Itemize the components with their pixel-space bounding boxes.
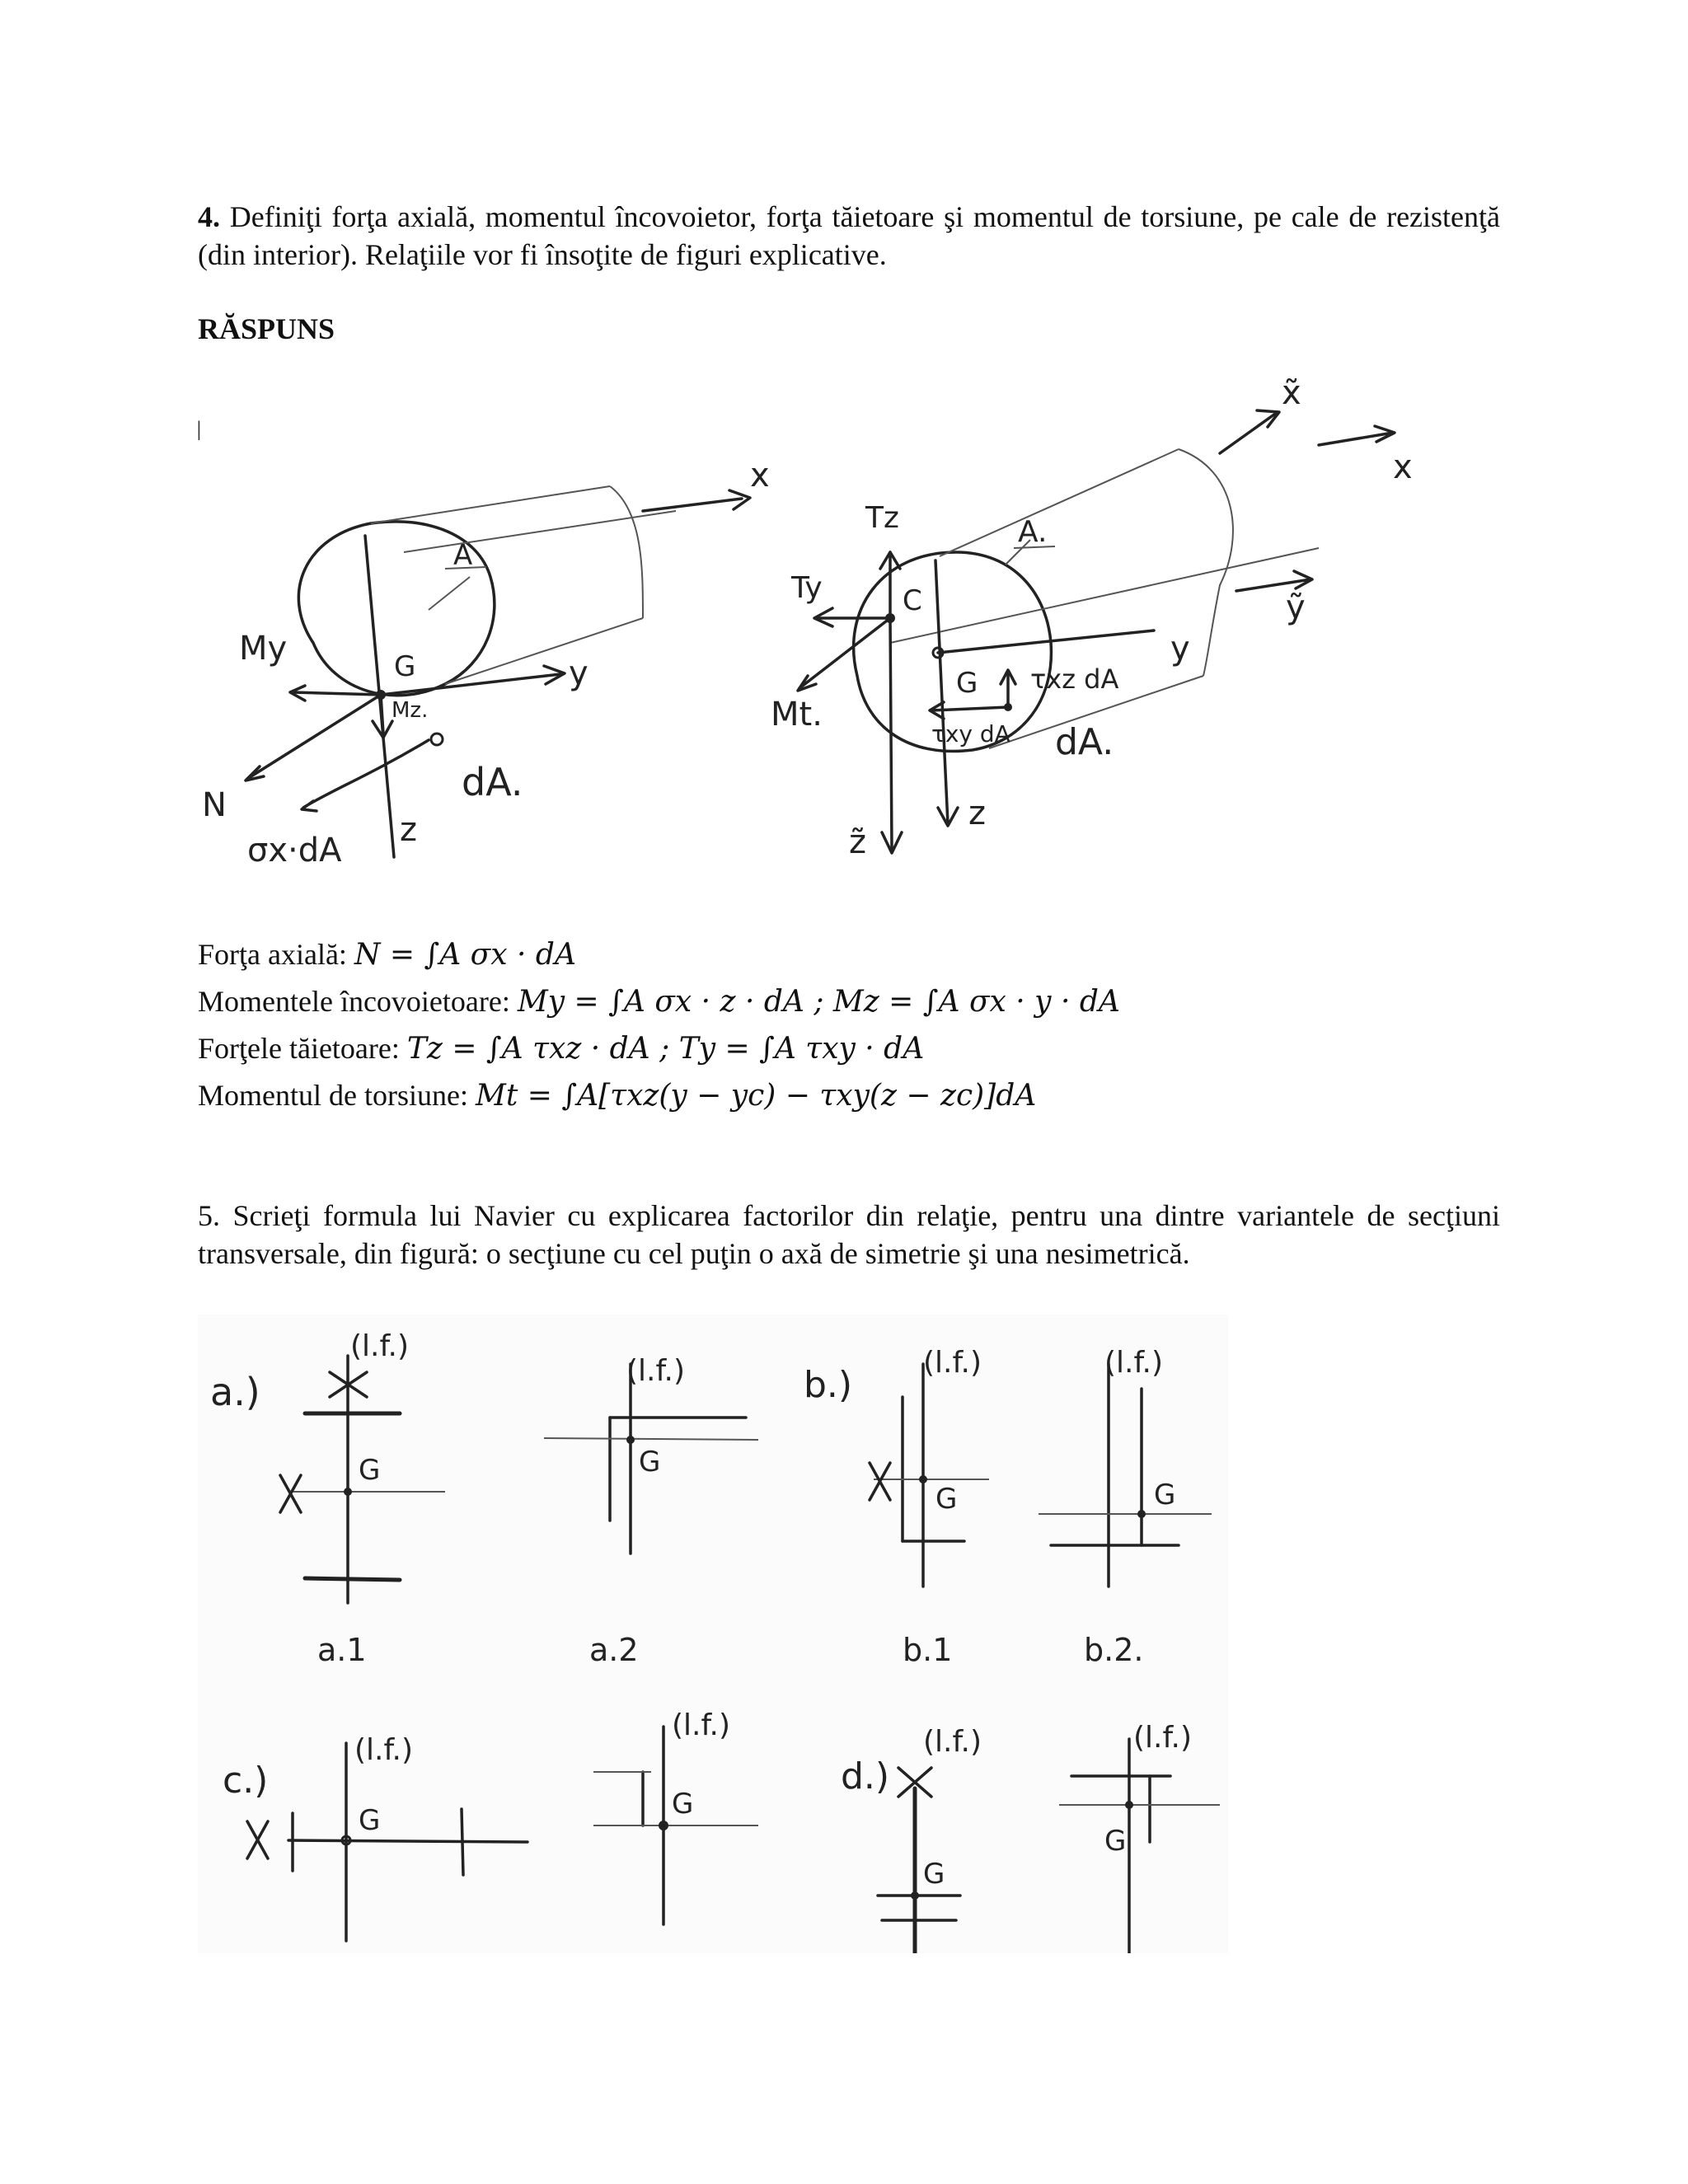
left-label-dA: dA. xyxy=(462,760,523,804)
lf-label: (l.f.) xyxy=(350,1329,410,1363)
G-label: G xyxy=(639,1446,661,1479)
question-5-text: 5. Scrieţi formula lui Navier cu explicarea factorilor din relaţie, pentru una dintre variantele de secţiuni transversale, din figură: o secţiune cu cel puţin o axă de simetrie şi una nesimetrică. xyxy=(198,1199,1500,1270)
formula-label: Forţa axială: xyxy=(198,938,347,971)
left-label-A: A xyxy=(453,539,473,572)
right-label-A: A. xyxy=(1018,515,1048,549)
formula-label: Momentele încovoietoare: xyxy=(198,985,510,1018)
group-label-d: d.) xyxy=(841,1755,890,1797)
right-label-y: y xyxy=(1170,630,1190,668)
formula-bending-moments xyxy=(198,978,1120,1025)
formula-torsion-moment xyxy=(198,1072,1120,1119)
lf-label: (l.f.) xyxy=(626,1354,686,1388)
right-beam-sketch xyxy=(771,374,1413,861)
section-d2 xyxy=(1059,1721,1220,1953)
left-label-My: My xyxy=(239,630,288,668)
right-label-dA: dA. xyxy=(1055,721,1114,763)
group-label-c: c.) xyxy=(223,1760,269,1802)
section-c2 xyxy=(593,1708,758,1924)
section-a2 xyxy=(544,1354,758,1668)
right-label-z-tilde: z̃ xyxy=(849,823,866,861)
right-label-txy: τxy dA xyxy=(931,720,1010,748)
right-label-Tz: Tz xyxy=(865,501,899,535)
G-label: G xyxy=(923,1858,945,1891)
left-label-y: y xyxy=(569,654,588,692)
lf-label: (l.f.) xyxy=(672,1708,731,1742)
question-4 xyxy=(198,198,1500,274)
caption-b1: b.1 xyxy=(903,1632,953,1668)
G-label: G xyxy=(935,1483,958,1516)
right-label-G: G xyxy=(956,667,978,700)
right-label-x-tilde: x̃ xyxy=(1282,374,1301,412)
G-label: G xyxy=(359,1804,381,1837)
right-label-y-tilde: ỹ xyxy=(1286,588,1306,626)
section-b1 xyxy=(804,1346,989,1668)
question-4-number: 4. xyxy=(198,200,220,233)
stress-resultants-figure xyxy=(181,346,1434,874)
section-c xyxy=(223,1733,528,1941)
section-d xyxy=(841,1725,982,1953)
G-label: G xyxy=(1154,1479,1176,1511)
formula-math: Mt = ∫A[τxz(y − yc) − τxy(z − zc)]dA xyxy=(475,1079,1037,1113)
lf-label: (l.f.) xyxy=(923,1725,982,1759)
formula-math: My = ∫A σx · z · dA ; Mz = ∫A σx · y · dA xyxy=(517,985,1120,1019)
right-label-txz: τxz dA xyxy=(1030,663,1119,695)
left-label-sigma: σx·dA xyxy=(247,832,342,869)
right-label-z: z xyxy=(968,794,986,832)
left-label-x: x xyxy=(750,457,770,494)
left-label-z: z xyxy=(400,811,417,849)
left-beam-sketch xyxy=(202,457,770,869)
lf-label: (l.f.) xyxy=(1133,1721,1193,1755)
cross-sections-photo xyxy=(198,1315,1228,1953)
group-label-b: b.) xyxy=(804,1364,853,1406)
G-label: G xyxy=(359,1454,381,1487)
G-label: G xyxy=(672,1788,694,1821)
question-4-text: Definiţi forţa axială, momentul încovoietor, forţa tăietoare şi momentul de torsiune, pe cale de rezistenţă (din interior). Relaţiile vor fi însoţite de figuri explicative. xyxy=(198,200,1501,271)
lf-label: (l.f.) xyxy=(923,1346,982,1380)
stray-mark: ǀ xyxy=(196,416,202,447)
right-label-Mt: Mt. xyxy=(771,696,823,733)
formula-label: Momentul de torsiune: xyxy=(198,1079,468,1112)
answer-heading: RĂSPUNS xyxy=(198,312,335,345)
lf-label: (l.f.) xyxy=(354,1733,414,1767)
section-a1 xyxy=(210,1329,445,1668)
caption-a2: a.2 xyxy=(589,1632,639,1668)
section-b2 xyxy=(1039,1346,1212,1668)
right-label-C: C xyxy=(903,584,922,617)
caption-b2: b.2. xyxy=(1084,1632,1144,1668)
formula-math: Tz = ∫A τxz · dA ; Ty = ∫A τxy · dA xyxy=(406,1032,925,1066)
G-label: G xyxy=(1104,1825,1127,1858)
right-label-Ty: Ty xyxy=(791,571,823,605)
left-label-Mz: Mz. xyxy=(392,698,429,723)
lf-label: (l.f.) xyxy=(1104,1346,1164,1380)
formula-block xyxy=(198,931,1120,1119)
left-label-G: G xyxy=(394,650,416,683)
formula-math: N = ∫A σx · dA xyxy=(354,938,576,972)
group-label-a: a.) xyxy=(210,1370,260,1414)
formula-axial-force xyxy=(198,931,1120,978)
question-5 xyxy=(198,1197,1500,1272)
right-label-x: x xyxy=(1393,448,1413,486)
left-label-N: N xyxy=(202,786,227,824)
formula-shear-forces xyxy=(198,1025,1120,1072)
formula-label: Forţele tăietoare: xyxy=(198,1032,400,1065)
caption-a1: a.1 xyxy=(317,1632,367,1668)
cross-sections-figure xyxy=(198,1315,1228,1953)
